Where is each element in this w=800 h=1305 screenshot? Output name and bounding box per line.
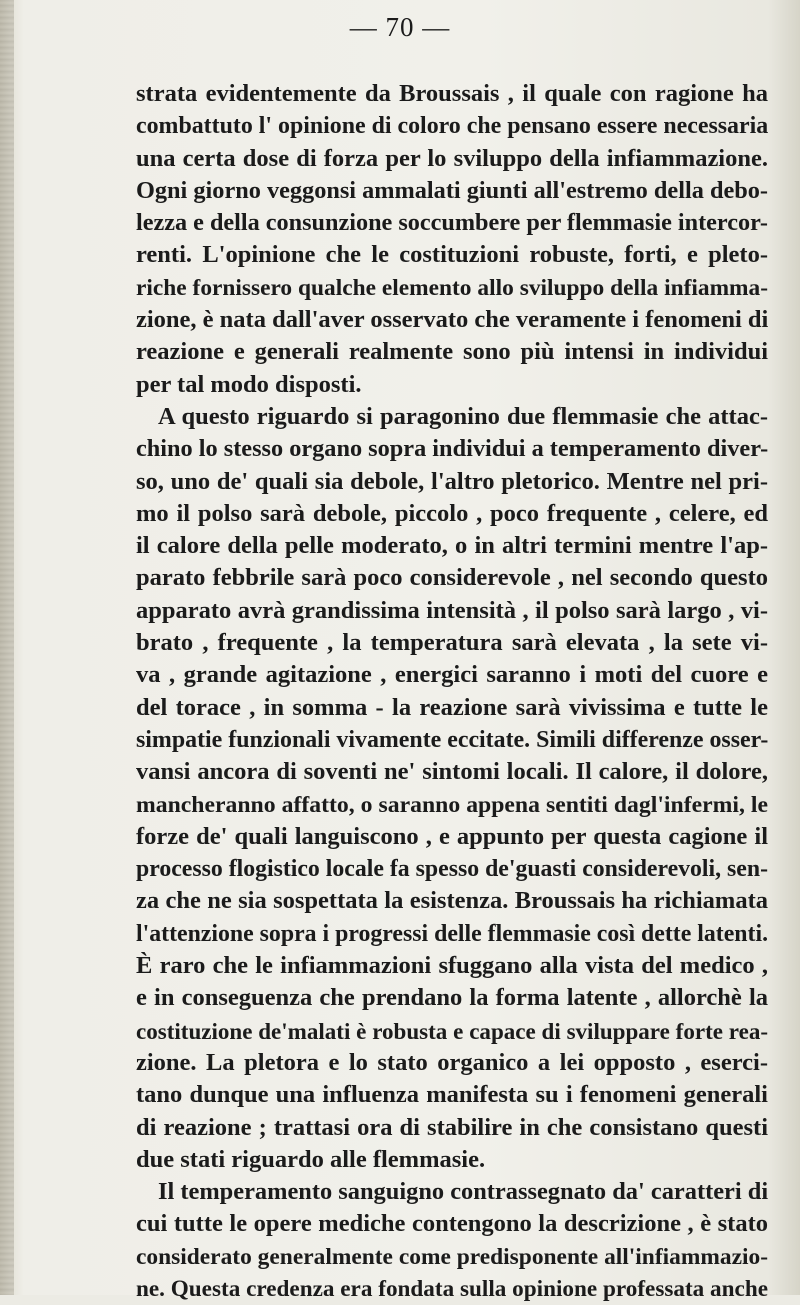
text-line: Il temperamento sanguigno contrassegnato da' caratteri di	[158, 1178, 769, 1206]
text-line: di reazione ; trattasi ora di stabilire in che consistano questi	[136, 1113, 768, 1141]
text-line: l'attenzione sopra i progressi delle flemmasie così dette latenti.	[136, 920, 769, 947]
text-line: il calore della pelle moderato, o in altri termini mentre l'ap-	[136, 532, 768, 560]
text-line: parato febbrile sarà poco considerevole , nel secondo questo	[136, 564, 768, 592]
text-line: cui tutte le opere mediche contengono la descrizione , è stato	[136, 1210, 768, 1238]
text-line: forze de' quali languiscono , e appunto per questa cagione il	[136, 822, 768, 850]
text-line: A questo riguardo si paragonino due flemmasie che attac-	[158, 402, 768, 430]
text-line: e in conseguenza che prendano la forma latente , allorchè la	[136, 984, 768, 1012]
text-line: ne. Questa credenza era fondata sulla opinione professata anche	[136, 1275, 768, 1302]
text-line: va , grande agitazione , energici saranno i moti del cuore e	[136, 661, 768, 689]
text-line: È raro che le infiammazioni sfuggano alla vista del medico ,	[136, 952, 768, 980]
text-line: due stati riguardo alle flemmasie.	[136, 1145, 486, 1173]
text-line: costituzione de'malati è robusta e capace di sviluppare forte rea-	[136, 1017, 768, 1044]
text-line: per tal modo disposti.	[136, 370, 362, 398]
text-line: riche fornissero qualche elemento allo sviluppo della infiamma-	[136, 274, 768, 301]
text-line: reazione e generali realmente sono più intensi in individui	[136, 338, 768, 366]
text-line: una certa dose di forza per lo sviluppo della infiammazione.	[136, 144, 768, 172]
text-line: simpatie funzionali vivamente eccitate. Simili differenze osser-	[136, 726, 769, 753]
text-line: del torace , in somma - la reazione sarà vivissima e tutte le	[136, 693, 768, 721]
page-number: — 70 —	[349, 12, 451, 42]
text-line: mo il polso sarà debole, piccolo , poco frequente , celere, ed	[136, 499, 768, 527]
text-line: considerato generalmente come predisponente all'infiammazio-	[136, 1243, 768, 1270]
text-line: zione. La pletora e lo stato organico a lei opposto , eserci-	[136, 1048, 768, 1076]
text-line: apparato avrà grandissima intensità , il polso sarà largo , vi-	[136, 596, 768, 624]
body-text	[136, 78, 768, 1305]
text-line: renti. L'opinione che le costituzioni robuste, forti, e pleto-	[136, 241, 768, 269]
text-line: zione, è nata dall'aver osservato che veramente i fenomeni di	[136, 306, 769, 334]
text-line: processo flogistico locale fa spesso de'guasti considerevoli, sen-	[136, 856, 768, 883]
text-line: Ogni giorno veggonsi ammalati giunti all'estremo della debo-	[136, 176, 768, 204]
text-line: mancheranno affatto, o saranno appena sentiti dagl'infermi, le	[136, 791, 768, 818]
text-line: so, uno de' quali sia debole, l'altro pletorico. Mentre nel pri-	[136, 467, 768, 495]
text-line: combattuto l' opinione di coloro che pensano essere necessaria	[136, 113, 769, 140]
text-line: za che ne sia sospettata la esistenza. Broussais ha richiamata	[136, 887, 768, 915]
text-line: tano dunque una influenza manifesta su i fenomeni generali	[136, 1081, 768, 1109]
text-line: vansi ancora di soventi ne' sintomi locali. Il calore, il dolore,	[136, 758, 768, 786]
text-line: chino lo stesso organo sopra individui a temperamento diver-	[136, 435, 769, 463]
page-binding-edge	[0, 0, 14, 1295]
text-line: brato , frequente , la temperatura sarà elevata , la sete vi-	[136, 629, 768, 657]
text-line: strata evidentemente da Broussais , il quale con ragione ha	[136, 80, 768, 107]
text-line: lezza e della consunzione soccumbere per flemmasie intercor-	[136, 209, 768, 237]
